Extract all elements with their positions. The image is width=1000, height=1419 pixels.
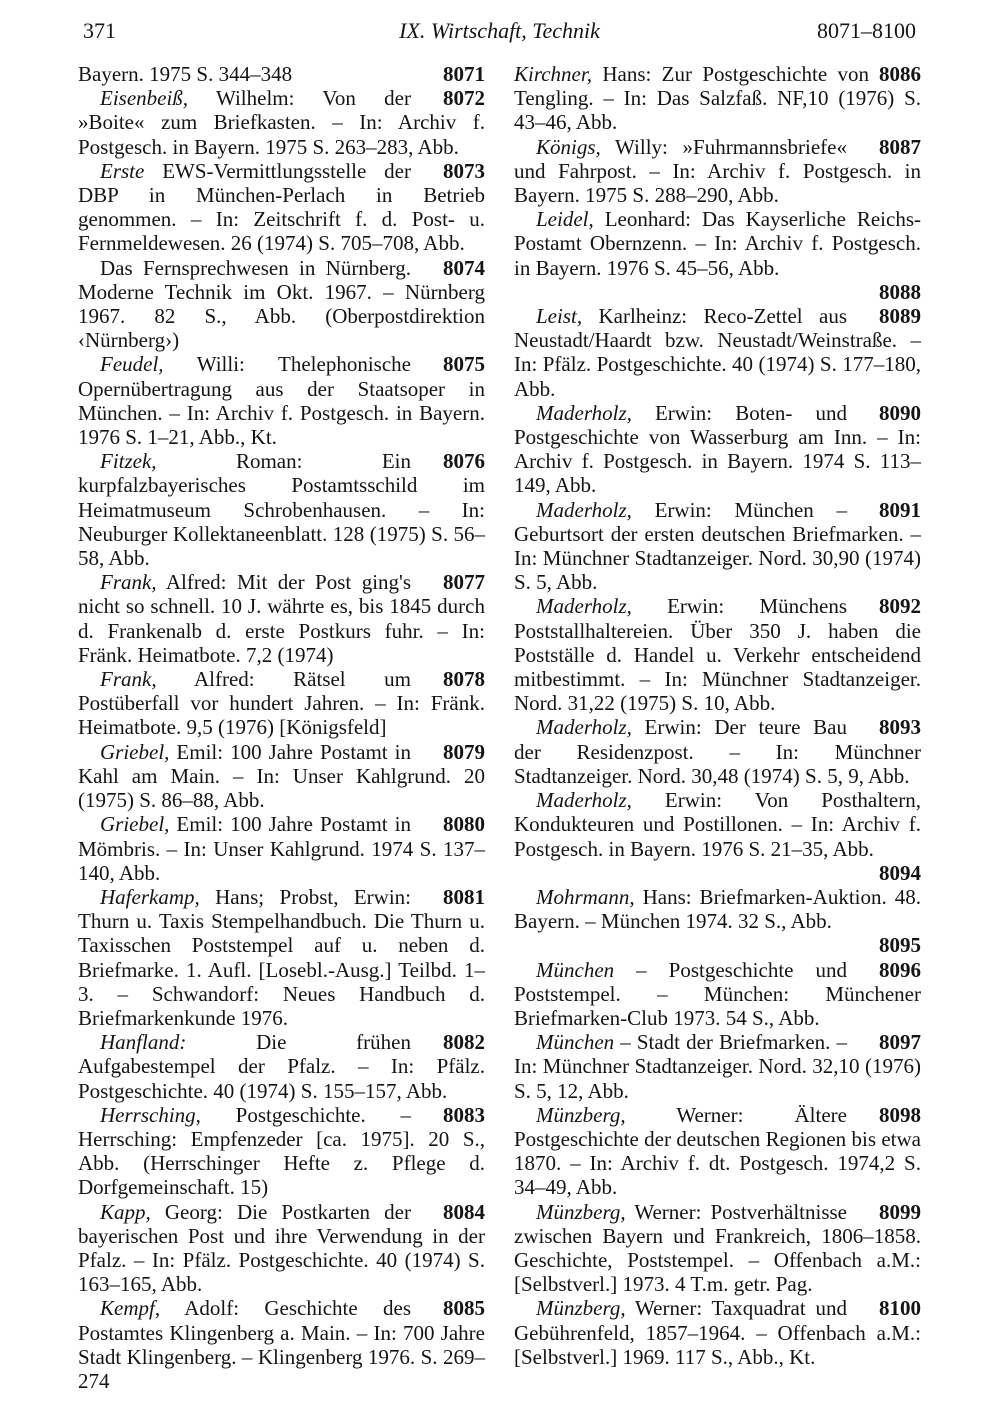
entry-number: 8094 bbox=[879, 860, 921, 885]
entry-text: EWS-Vermittlungsstelle der DBP in München-Perlach in Betrieb genommen. – In: Zeitschrift f. d. Post- u. Fernmeldewesen. 26 (1974) S. 705–708, Abb. bbox=[78, 158, 485, 256]
bibliography-entry bbox=[514, 958, 921, 1031]
entry-text: Werner: Taxquadrat und Gebührenfeld, 1857–1964. – Offenbach a.M.: [Selbstverl.] 1969. 117 S., Abb., Kt. bbox=[514, 1296, 921, 1369]
entry-lead: Hanfland: bbox=[100, 1030, 187, 1055]
entry-number: 8089 bbox=[879, 304, 921, 329]
entry-text: Roman: Ein kurpfalzbayerisches Postamtsschild im Heimatmuseum Schrobenhausen. – In: Neuburger Kollektaneenblatt. 128 (1975) S. 56–58, Abb. bbox=[78, 449, 485, 571]
entry-text: Alfred: Rätsel um Postüberfall vor hundert Jahren. – In: Fränk. Heimatbote. 9,5 (1976) [Königsfeld] bbox=[78, 667, 485, 740]
entry-lead: München bbox=[536, 957, 615, 982]
bibliography-entry bbox=[514, 401, 921, 498]
bibliography-entry bbox=[78, 86, 485, 159]
section-title: IX. Wirtschaft, Technik bbox=[399, 18, 600, 43]
page-header bbox=[83, 14, 916, 48]
entry-text: Postgeschichte. – Herrsching: Empfenzeder [ca. 1975]. 20 S., Abb. (Herrschinger Hefte z. Pflege d. Dorfgemeinschaft. 15) bbox=[78, 1102, 485, 1200]
bibliography-entry bbox=[78, 885, 485, 1030]
entry-lead: Maderholz, bbox=[536, 788, 632, 813]
entry-lead: Leist, bbox=[536, 304, 583, 329]
entry-number: 8071 bbox=[443, 62, 485, 86]
entry-number: 8097 bbox=[879, 1030, 921, 1055]
bibliography-entry bbox=[514, 135, 921, 208]
entry-number: 8100 bbox=[879, 1296, 921, 1321]
entry-text: Die frühen Aufgabestempel der Pfalz. – In: Pfälz. Postgeschichte. 40 (1974) S. 155–157, Abb. bbox=[78, 1030, 485, 1103]
entry-text: Bayern. 1975 S. 344–348 bbox=[78, 62, 293, 86]
entry-number: 8083 bbox=[443, 1102, 485, 1127]
entry-number: 8085 bbox=[443, 1296, 485, 1321]
entry-number: 8088 bbox=[879, 279, 921, 304]
entry-number: 8078 bbox=[443, 667, 485, 692]
entry-lead: Kirchner, bbox=[514, 62, 592, 86]
bibliography-entry bbox=[78, 740, 485, 813]
entry-number: 8077 bbox=[443, 570, 485, 595]
bibliography-entry bbox=[514, 1030, 921, 1103]
bibliography-entry bbox=[514, 304, 921, 401]
entry-text: Werner: Ältere Postgeschichte der deutschen Regionen bis etwa 1870. – In: Archiv f. dt. Postgesch. 1974,2 S. 34–49, Abb. bbox=[514, 1102, 921, 1200]
bibliography-entry bbox=[78, 159, 485, 256]
entry-lead: Münzberg, bbox=[536, 1102, 626, 1127]
entry-number: 8074 bbox=[443, 255, 485, 280]
entry-number: 8081 bbox=[443, 884, 485, 909]
entry-lead: Haferkamp, bbox=[100, 884, 200, 909]
bibliography-entry bbox=[78, 812, 485, 885]
entry-number: 8095 bbox=[879, 933, 921, 958]
entry-text: Erwin: Der teure Bau der Residenzpost. – In: Münchner Stadtanzeiger. Nord. 30,48 (1974) S. 5, 9, Abb. bbox=[514, 715, 921, 788]
entry-number: 8079 bbox=[443, 739, 485, 764]
bibliography-entry bbox=[514, 594, 921, 715]
bibliography-entry bbox=[78, 1030, 485, 1103]
entry-number: 8073 bbox=[443, 158, 485, 183]
entry-text: Erwin: Münchens Poststallhaltereien. Über 350 J. haben die Postställe d. Handel u. Verkehr entscheidend mitbestimmt. – In: Münchner Stadtanzeiger. Nord. 31,22 (1975) S. 10, Abb. bbox=[514, 594, 921, 716]
entry-lead: Herrsching, bbox=[100, 1102, 201, 1127]
entry-number: 8099 bbox=[879, 1199, 921, 1224]
entry-number: 8076 bbox=[443, 449, 485, 474]
entry-number: 8090 bbox=[879, 400, 921, 425]
entry-text: Hans; Probst, Erwin: Thurn u. Taxis Stempelhandbuch. Die Thurn u. Taxisschen Poststempel auf u. neben d. Briefmarke. 1. Aufl. [Losebl.-Ausg.] Teilbd. 1–3. – Schwandorf: Neues Handbuch d. Briefmarkenkunde 1976. bbox=[78, 884, 485, 1030]
entry-lead: München bbox=[536, 1030, 615, 1055]
entry-lead: Maderholz, bbox=[536, 594, 632, 619]
bibliography-entry bbox=[514, 788, 921, 885]
entry-lead: Kapp, bbox=[100, 1199, 151, 1224]
entry-text: – Stadt der Briefmarken. – In: Münchner Stadtanzeiger. Nord. 32,10 (1976) S. 5, 12, Abb. bbox=[514, 1030, 921, 1103]
entry-text: Erwin: München – Geburtsort der ersten deutschen Briefmarken. – In: Münchner Stadtanzeiger. Nord. 30,90 (1974) S. 5, Abb. bbox=[514, 497, 921, 595]
entry-text: Adolf: Geschichte des Postamtes Klingenberg a. Main. – In: 700 Jahre Stadt Klingenberg. – Klingenberg 1976. S. 269–274 bbox=[78, 1296, 485, 1393]
page-number: 371 bbox=[83, 18, 116, 43]
left-column bbox=[78, 62, 485, 1393]
entry-lead: Maderholz, bbox=[536, 400, 632, 425]
entry-lead: Mohrmann, bbox=[536, 884, 635, 909]
bibliography-entry bbox=[514, 715, 921, 788]
entry-number: 8072 bbox=[443, 86, 485, 111]
entry-lead: Griebel, bbox=[100, 812, 170, 837]
entry-number: 8080 bbox=[443, 812, 485, 837]
entry-text: Willi: Thelephonische Opernübertragung aus der Staatsoper in München. – In: Archiv f. Postgesch. in Bayern. 1976 S. 1–21, Abb., Kt. bbox=[78, 352, 485, 450]
entry-text: Karlheinz: Reco-Zettel aus Neustadt/Haardt bzw. Neustadt/Weinstraße. – In: Pfälz. Postgeschichte. 40 (1974) S. 177–180, Abb. bbox=[514, 304, 921, 401]
entry-range: 8071–8100 bbox=[817, 18, 916, 43]
entry-text: Das Fernsprechwesen in Nürnberg. Moderne Technik im Okt. 1967. – Nürnberg 1967. 82 S., Abb. (Oberpostdirektion ‹Nürnberg›) bbox=[78, 255, 485, 353]
entry-number: 8075 bbox=[443, 352, 485, 377]
entry-lead: Feudel, bbox=[100, 352, 164, 377]
entry-lead: Griebel, bbox=[100, 739, 170, 764]
entry-number: 8087 bbox=[879, 134, 921, 159]
bibliography-entry bbox=[78, 667, 485, 740]
entry-lead: Königs, bbox=[536, 134, 601, 159]
entry-text: Willy: »Fuhrmannsbriefe« und Fahrpost. – In: Archiv f. Postgesch. in Bayern. 1975 S. 288–290, Abb. bbox=[514, 134, 921, 208]
entry-number: 8092 bbox=[879, 594, 921, 619]
bibliography-entry bbox=[78, 570, 485, 667]
entry-text: Georg: Die Postkarten der bayerischen Post und ihre Verwendung in der Pfalz. – In: Pfälz. Postgeschichte. 40 (1974) S. 163–165, Abb. bbox=[78, 1199, 485, 1297]
bibliography-entry bbox=[78, 1200, 485, 1297]
entry-text: Hans: Briefmarken-Auktion. 48. Bayern. – München 1974. 32 S., Abb. bbox=[514, 884, 921, 934]
bibliography-entry bbox=[78, 62, 485, 86]
entry-text: Leonhard: Das Kayserliche Reichs-Postamt Obernzenn. – In: Archiv f. Postgesch. in Bayern. 1976 S. 45–56, Abb. bbox=[514, 207, 921, 280]
bibliography-entry bbox=[78, 1103, 485, 1200]
entry-lead: Fitzek, bbox=[100, 449, 157, 474]
bibliography-entry bbox=[514, 885, 921, 958]
entry-lead: Maderholz, bbox=[536, 497, 632, 522]
bibliography-entry bbox=[514, 498, 921, 595]
entry-lead: Kempf, bbox=[100, 1296, 161, 1321]
entry-text: – Postgeschichte und Poststempel. – München: Münchener Briefmarken-Club 1973. 54 S., Abb. bbox=[514, 957, 921, 1030]
bibliography-entry bbox=[78, 1296, 485, 1393]
entry-number: 8096 bbox=[879, 957, 921, 982]
entry-lead: Maderholz, bbox=[536, 715, 632, 740]
entry-number: 8086 bbox=[879, 62, 921, 86]
entry-lead: Frank, bbox=[100, 570, 157, 595]
entry-lead: Münzberg, bbox=[536, 1199, 626, 1224]
entry-lead: Eisenbeiß, bbox=[100, 86, 189, 111]
entry-text: Erwin: Von Posthaltern, Kondukteuren und Postillonen. – In: Archiv f. Postgesch. in Bayern. 1976 S. 21–35, Abb. bbox=[514, 788, 921, 861]
entry-lead: Erste bbox=[100, 158, 145, 183]
bibliography-entry bbox=[514, 1200, 921, 1297]
entry-lead: Leidel, bbox=[536, 207, 594, 232]
right-column bbox=[514, 62, 921, 1369]
bibliography-entry bbox=[78, 352, 485, 449]
entry-text: Erwin: Boten- und Postgeschichte von Wasserburg am Inn. – In: Archiv f. Postgesch. in Bayern. 1974 S. 113–149, Abb. bbox=[514, 400, 921, 498]
entry-number: 8082 bbox=[443, 1030, 485, 1055]
entry-text: Emil: 100 Jahre Postamt in Kahl am Main. – In: Unser Kahlgrund. 20 (1975) S. 86–88, Abb. bbox=[78, 739, 485, 813]
entry-lead: Frank, bbox=[100, 667, 157, 692]
entry-number: 8091 bbox=[879, 497, 921, 522]
entry-text: Werner: Postverhältnisse zwischen Bayern und Frankreich, 1806–1858. Geschichte, Poststempel. – Offenbach a.M.: [Selbstverl.] 1973. 4 T.m. getr. Pag. bbox=[514, 1199, 921, 1297]
bibliography-entry bbox=[514, 1296, 921, 1369]
bibliography-entry bbox=[514, 207, 921, 304]
bibliography-entry bbox=[78, 256, 485, 353]
entry-text: Hans: Zur Postgeschichte von Tengling. – In: Das Salzfaß. NF,10 (1976) S. 43–46, Abb. bbox=[514, 62, 921, 135]
entry-number: 8084 bbox=[443, 1199, 485, 1224]
bibliography-entry bbox=[514, 62, 921, 135]
bibliography-entry bbox=[78, 449, 485, 570]
entry-text: Wilhelm: Von der »Boite« zum Briefkasten. – In: Archiv f. Postgesch. in Bayern. 1975 S. 263–283, Abb. bbox=[78, 86, 485, 159]
bibliography-entry bbox=[514, 1103, 921, 1200]
entry-text: Emil: 100 Jahre Postamt in Mömbris. – In: Unser Kahlgrund. 1974 S. 137–140, Abb. bbox=[78, 812, 485, 885]
entry-text: Alfred: Mit der Post ging's nicht so schnell. 10 J. währte es, bis 1845 durch d. Frankenalb d. erste Postkurs fuhr. – In: Fränk. Heimatbote. 7,2 (1974) bbox=[78, 570, 485, 667]
entry-number: 8093 bbox=[879, 715, 921, 740]
entry-lead: Münzberg, bbox=[536, 1296, 626, 1321]
entry-number: 8098 bbox=[879, 1102, 921, 1127]
